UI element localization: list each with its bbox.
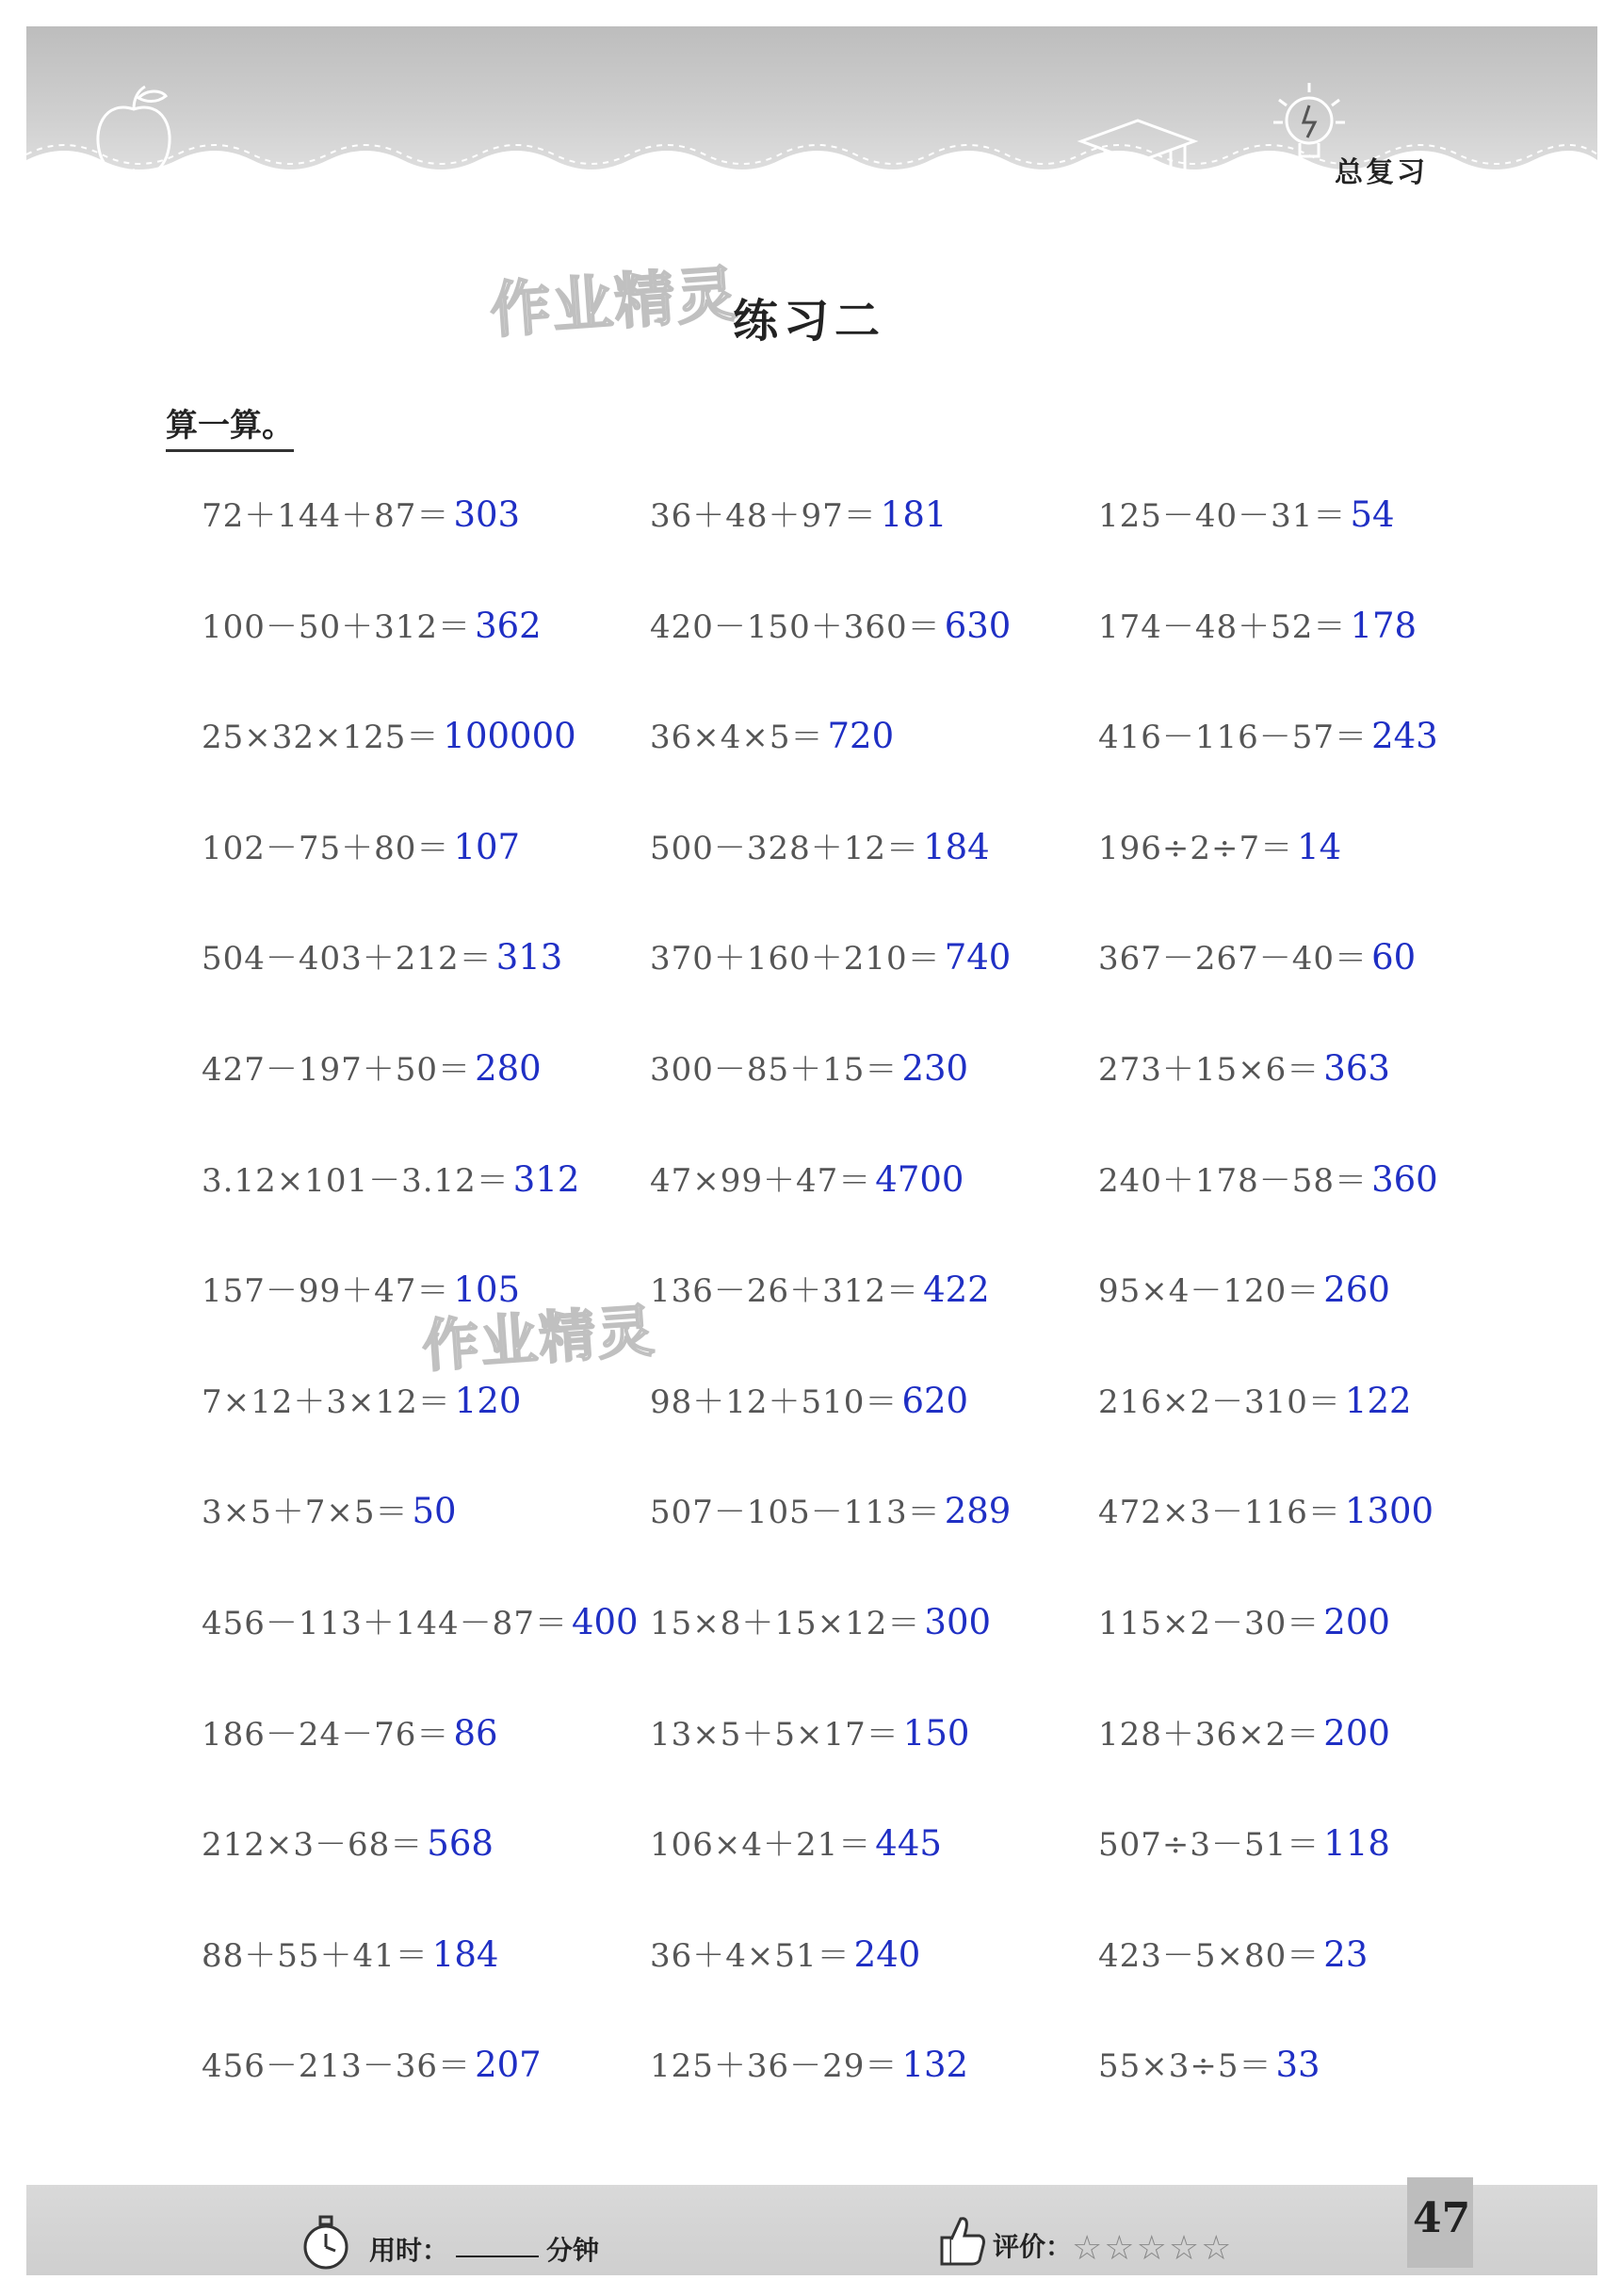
problem-expression: 100－50＋312＝ (202, 607, 472, 646)
problem-expression: 240＋178－58＝ (1098, 1161, 1369, 1200)
problem-expression: 186－24－76＝ (202, 1715, 450, 1754)
problem-answer[interactable]: 313 (495, 937, 563, 978)
problem-answer[interactable]: 33 (1275, 2045, 1320, 2086)
problem-expression: 500－328＋12＝ (650, 829, 920, 867)
page-number: 47 (1413, 2194, 1471, 2242)
problem-item (1098, 2040, 1482, 2096)
problem-answer[interactable]: 184 (923, 826, 990, 867)
problem-answer[interactable]: 120 (454, 1380, 522, 1421)
section-title: 总复习 (1335, 156, 1428, 189)
footer-band (26, 2185, 1597, 2275)
problem-item (650, 601, 1098, 657)
problem-answer[interactable]: 300 (924, 1601, 992, 1642)
problem-item (650, 1930, 1098, 1986)
problem-expression: 36＋4×51＝ (650, 1936, 850, 1975)
problem-answer[interactable]: 312 (512, 1158, 580, 1200)
problem-item (650, 1486, 1098, 1543)
problem-item (202, 1376, 650, 1432)
problem-item (650, 1376, 1098, 1432)
problem-expression: 456－113＋144－87＝ (202, 1604, 568, 1642)
problem-expression: 157－99＋47＝ (202, 1272, 450, 1311)
problem-answer[interactable]: 14 (1297, 826, 1342, 867)
problem-item (202, 1043, 650, 1100)
problem-item (1098, 1376, 1482, 1432)
problem-item (650, 822, 1098, 879)
problem-expression: 72＋144＋87＝ (202, 497, 450, 535)
problem-answer[interactable]: 86 (453, 1712, 498, 1754)
problem-answer[interactable]: 100000 (443, 716, 576, 757)
problem-expression: 456－213－36＝ (202, 2047, 472, 2086)
problem-answer[interactable]: 122 (1344, 1380, 1412, 1421)
problem-expression: 196÷2÷7＝ (1098, 829, 1294, 867)
rating-label: 评价： (993, 2231, 1073, 2262)
problem-answer[interactable]: 118 (1323, 1823, 1390, 1865)
problem-expression: 216×2－310＝ (1098, 1382, 1341, 1421)
problem-answer[interactable]: 50 (412, 1491, 457, 1532)
problem-item (650, 711, 1098, 768)
problem-answer[interactable]: 132 (901, 2045, 969, 2086)
problem-expression: 136－26＋312＝ (650, 1272, 920, 1311)
problem-answer[interactable]: 243 (1371, 716, 1438, 757)
apple-icon (87, 81, 181, 185)
problem-item (202, 2040, 650, 2096)
problem-expression: 416－116－57＝ (1098, 719, 1369, 757)
problem-item (1098, 1155, 1482, 1211)
problem-item (1098, 601, 1482, 657)
problem-expression: 3.12×101－3.12＝ (202, 1161, 510, 1200)
problem-answer[interactable]: 400 (571, 1601, 639, 1642)
rating-field (993, 2226, 1233, 2268)
stopwatch-icon (298, 2213, 354, 2273)
problem-item (202, 1486, 650, 1543)
problem-expression: 7×12＋3×12＝ (202, 1382, 451, 1421)
problem-answer[interactable]: 445 (875, 1823, 942, 1865)
thumbs-up-icon (932, 2209, 989, 2270)
problem-item (202, 1155, 650, 1211)
problem-answer[interactable]: 422 (923, 1269, 990, 1311)
problem-expression: 115×2－30＝ (1098, 1604, 1320, 1642)
problem-answer[interactable]: 280 (475, 1047, 542, 1089)
problem-item (202, 1930, 650, 1986)
problem-answer[interactable]: 363 (1323, 1047, 1390, 1089)
problem-item (1098, 1819, 1482, 1875)
problem-item (1098, 932, 1482, 989)
problem-expression: 300－85＋15＝ (650, 1050, 899, 1089)
problem-item (1098, 1265, 1482, 1321)
problem-item (1098, 1597, 1482, 1654)
problem-expression: 36×4×5＝ (650, 719, 824, 757)
problem-expression: 504－403＋212＝ (202, 940, 493, 978)
problem-expression: 125－40－31＝ (1098, 497, 1347, 535)
problem-answer[interactable]: 720 (827, 716, 895, 757)
problem-expression: 420－150＋360＝ (650, 607, 941, 646)
problem-expression: 3×5＋7×5＝ (202, 1494, 409, 1532)
problem-expression: 102－75＋80＝ (202, 829, 450, 867)
problem-expression: 273＋15×6＝ (1098, 1050, 1320, 1089)
problem-expression: 212×3－68＝ (202, 1826, 424, 1865)
problem-answer[interactable]: 289 (944, 1491, 1012, 1532)
problem-item (650, 490, 1098, 546)
time-unit: 分钟 (546, 2235, 600, 2266)
problem-expression: 423－5×80＝ (1098, 1936, 1320, 1975)
problem-expression: 174－48＋52＝ (1098, 607, 1347, 646)
problem-answer[interactable]: 240 (853, 1933, 921, 1975)
problem-expression: 472×3－116＝ (1098, 1494, 1341, 1532)
problem-answer[interactable]: 630 (944, 605, 1012, 646)
problem-expression: 55×3÷5＝ (1098, 2047, 1272, 2086)
problem-item (650, 1265, 1098, 1321)
problem-answer[interactable]: 178 (1350, 605, 1418, 646)
problem-item (1098, 490, 1482, 546)
watermark: 作业精灵 (488, 259, 741, 348)
problem-item (1098, 711, 1482, 768)
problem-expression: 36＋48＋97＝ (650, 497, 877, 535)
instruction: 算一算。 (166, 399, 294, 452)
problem-expression: 106×4＋21＝ (650, 1826, 872, 1865)
problem-item (1098, 1708, 1482, 1765)
problem-item (650, 1597, 1098, 1654)
problem-answer[interactable]: 362 (475, 605, 542, 646)
problem-answer[interactable]: 620 (901, 1380, 969, 1421)
problem-expression: 367－267－40＝ (1098, 940, 1369, 978)
problem-answer[interactable]: 23 (1323, 1933, 1369, 1975)
problem-item (650, 2040, 1098, 2096)
problem-expression: 370＋160＋210＝ (650, 940, 941, 978)
time-blank[interactable] (456, 2256, 539, 2257)
problem-answer[interactable]: 105 (453, 1269, 521, 1311)
problem-answer[interactable]: 60 (1371, 937, 1417, 978)
problem-item (1098, 1486, 1482, 1543)
problem-expression: 98＋12＋510＝ (650, 1382, 899, 1421)
problem-answer[interactable]: 181 (880, 494, 948, 535)
problem-item (650, 1043, 1098, 1100)
problem-answer[interactable]: 230 (901, 1047, 969, 1089)
page-title: 练习二 (733, 295, 886, 348)
problem-item (650, 932, 1098, 989)
problem-expression: 95×4－120＝ (1098, 1272, 1320, 1311)
problem-answer[interactable]: 184 (431, 1933, 499, 1975)
problem-answer[interactable]: 207 (475, 2045, 542, 2086)
problem-item (1098, 1043, 1482, 1100)
problem-answer[interactable]: 107 (453, 826, 521, 867)
problem-item (650, 1819, 1098, 1875)
problem-item (1098, 822, 1482, 879)
time-field (369, 2230, 599, 2268)
problem-answer[interactable]: 260 (1323, 1269, 1390, 1311)
problem-item (202, 1597, 650, 1654)
problem-expression: 15×8＋15×12＝ (650, 1604, 921, 1642)
problem-item (1098, 1930, 1482, 1986)
problem-item (650, 1155, 1098, 1211)
problem-answer[interactable]: 200 (1323, 1601, 1390, 1642)
problem-answer[interactable]: 4700 (875, 1158, 964, 1200)
problem-item (202, 711, 650, 768)
problem-answer[interactable]: 568 (427, 1823, 494, 1865)
problem-answer[interactable]: 1300 (1344, 1491, 1434, 1532)
problem-item (202, 601, 650, 657)
problem-expression: 25×32×125＝ (202, 719, 440, 757)
problem-expression: 427－197＋50＝ (202, 1050, 472, 1089)
problem-item (202, 932, 650, 989)
problem-expression: 125＋36－29＝ (650, 2047, 899, 2086)
problem-answer[interactable]: 150 (902, 1712, 970, 1754)
problem-expression: 47×99＋47＝ (650, 1161, 872, 1200)
problem-answer[interactable]: 303 (453, 494, 521, 535)
problem-item (202, 490, 650, 546)
rating-stars[interactable]: ☆☆☆☆☆ (1072, 2228, 1234, 2268)
problem-answer[interactable]: 200 (1323, 1712, 1390, 1754)
problem-item (650, 1708, 1098, 1765)
problem-expression: 128＋36×2＝ (1098, 1715, 1320, 1754)
problem-item (202, 1708, 650, 1765)
problem-expression: 507÷3－51＝ (1098, 1826, 1320, 1865)
time-label: 用时： (369, 2235, 449, 2266)
problem-answer[interactable]: 54 (1350, 494, 1395, 535)
problem-item (202, 1819, 650, 1875)
problem-expression: 13×5＋5×17＝ (650, 1715, 899, 1754)
problem-item (202, 822, 650, 879)
problem-grid (202, 490, 1482, 2151)
problem-expression: 507－105－113＝ (650, 1494, 941, 1532)
watermark: 作业精灵 (420, 1298, 658, 1381)
problem-answer[interactable]: 360 (1371, 1158, 1438, 1200)
graduation-cap-icon (1072, 113, 1204, 179)
problem-expression: 88＋55＋41＝ (202, 1936, 429, 1975)
problem-answer[interactable]: 740 (944, 937, 1012, 978)
